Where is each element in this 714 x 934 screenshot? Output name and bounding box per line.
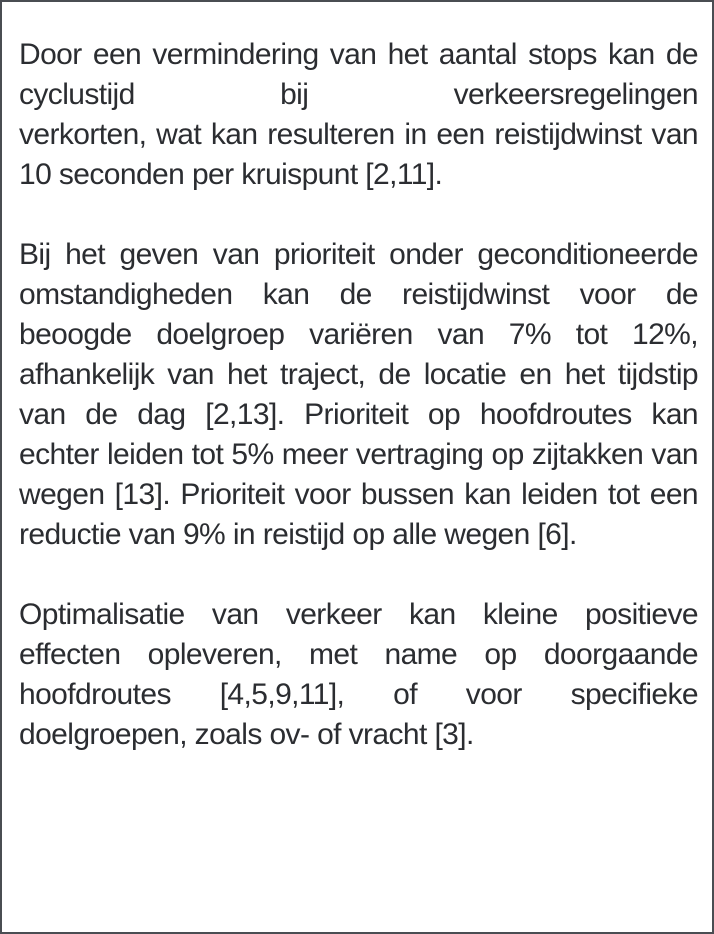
paragraph-cycle-time: [19, 35, 698, 195]
paragraph-1-lead: Door een vermindering van het aantal stops kan de cyclustijd bij verkeersregelingen: [19, 38, 698, 111]
paragraph-optimization: Optimalisatie van verkeer kan kleine positieve effecten opleveren, met name op doorgaande hoofdroutes [4,5,9,11], of voor specifieke doelgroepen, zoals ov- of vracht [3].: [19, 598, 698, 751]
paragraph-1-rest: verkorten, wat kan resulteren in een reistijdwinst van 10 seconden per kruispunt [2,11].: [19, 118, 698, 191]
body-text: [19, 35, 698, 755]
paragraph-priority: Bij het geven van prioriteit onder geconditioneerde omstandigheden kan de reistijdwinst voor de beoogde doelgroep variëren van 7% tot 12%, afhankelijk van het traject, de locatie en het tijdstip van de dag [2,13]. Prioriteit op hoofdroutes kan echter leiden tot 5% meer vertraging op zijtakken van wegen [13]. Prioriteit voor bussen kan leiden tot een reductie van 9% in reistijd op alle wegen [6].: [19, 238, 698, 551]
